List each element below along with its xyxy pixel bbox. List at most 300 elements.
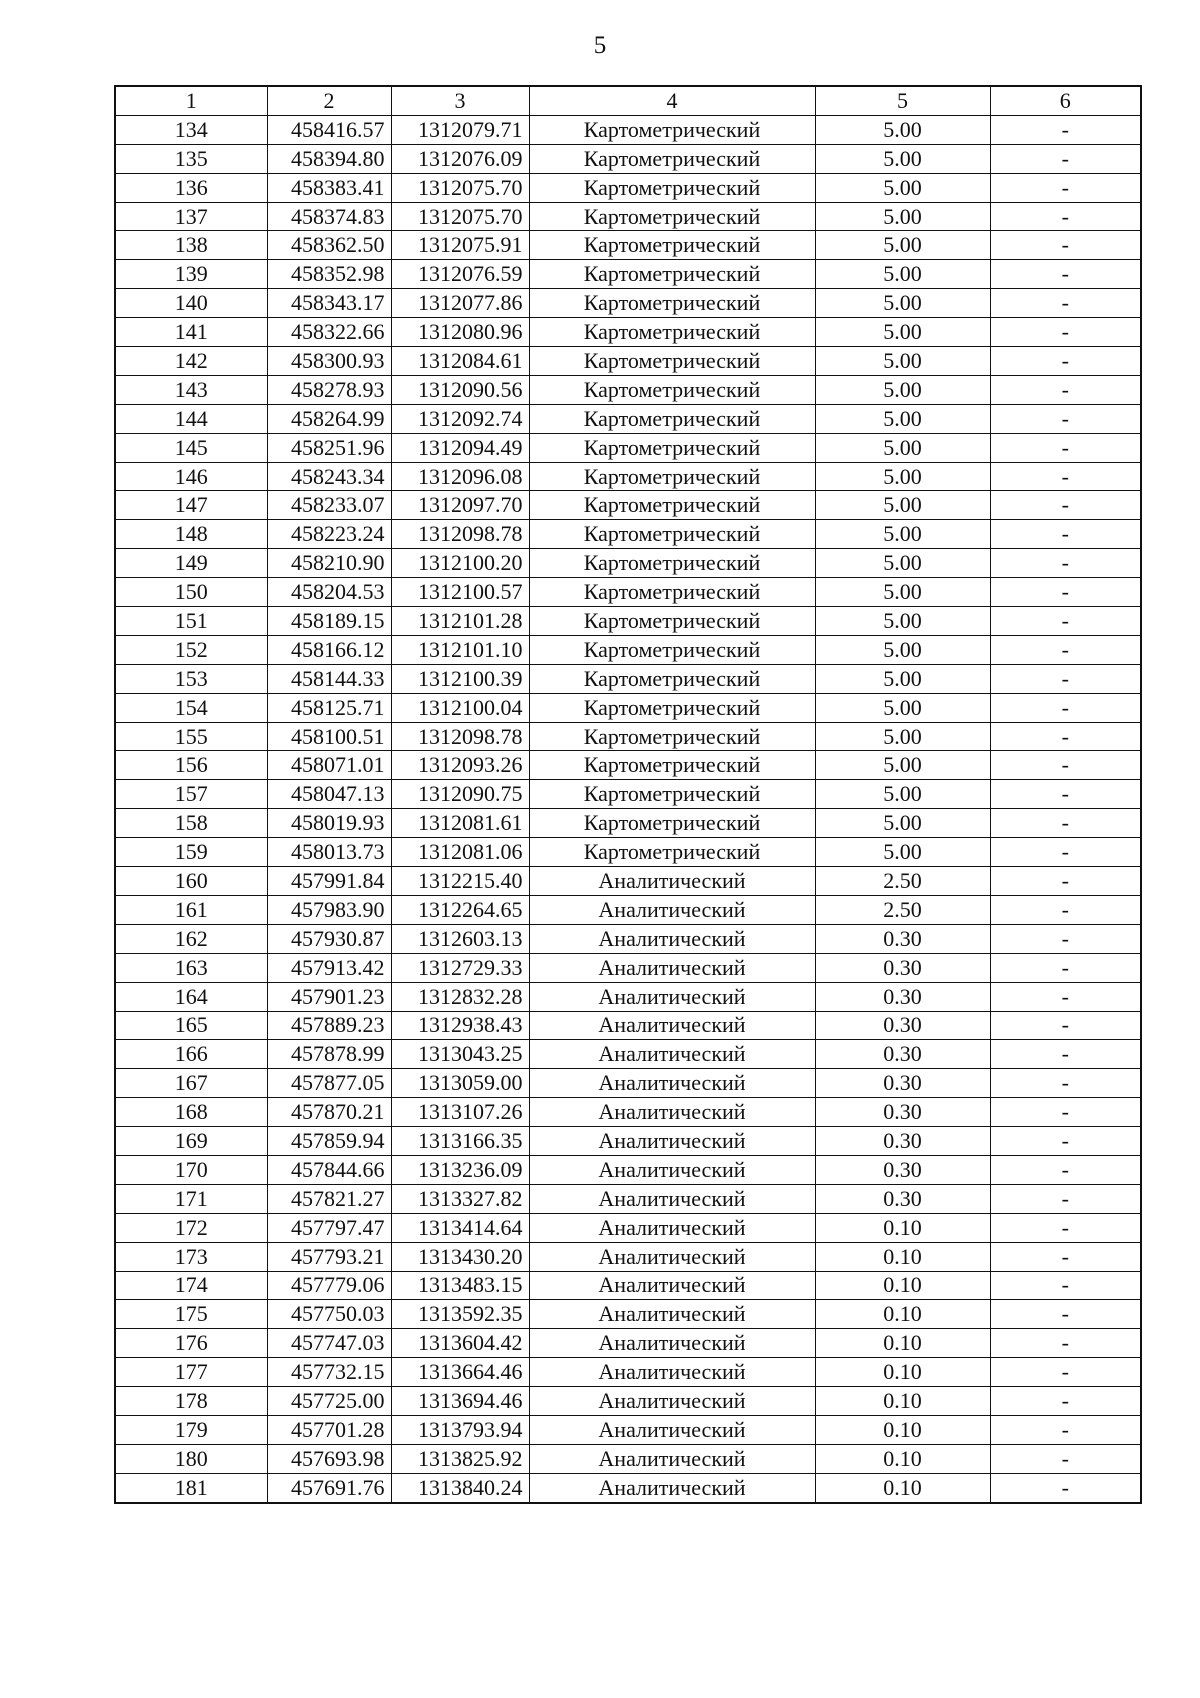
note-cell: - — [990, 1444, 1141, 1473]
table-row — [115, 607, 1141, 636]
note-cell: - — [990, 953, 1141, 982]
table-row — [115, 895, 1141, 924]
x-coordinate-cell: 458013.73 — [267, 838, 391, 867]
point-number-cell: 156 — [115, 751, 267, 780]
method-cell: Картометрический — [529, 173, 815, 202]
note-cell: - — [990, 1300, 1141, 1329]
x-coordinate-cell: 458383.41 — [267, 173, 391, 202]
accuracy-cell: 5.00 — [815, 289, 990, 318]
y-coordinate-cell: 1312090.56 — [391, 375, 529, 404]
y-coordinate-cell: 1312938.43 — [391, 1011, 529, 1040]
y-coordinate-cell: 1313043.25 — [391, 1040, 529, 1069]
method-cell: Картометрический — [529, 693, 815, 722]
table-row — [115, 202, 1141, 231]
point-number-cell: 140 — [115, 289, 267, 318]
point-number-cell: 145 — [115, 433, 267, 462]
x-coordinate-cell: 458100.51 — [267, 722, 391, 751]
method-cell: Аналитический — [529, 924, 815, 953]
note-cell: - — [990, 722, 1141, 751]
accuracy-cell: 5.00 — [815, 578, 990, 607]
y-coordinate-cell: 1312080.96 — [391, 318, 529, 347]
y-coordinate-cell: 1312097.70 — [391, 491, 529, 520]
note-cell: - — [990, 1127, 1141, 1156]
accuracy-cell: 5.00 — [815, 693, 990, 722]
y-coordinate-cell: 1313793.94 — [391, 1415, 529, 1444]
accuracy-cell: 0.10 — [815, 1329, 990, 1358]
accuracy-cell: 5.00 — [815, 809, 990, 838]
note-cell: - — [990, 1387, 1141, 1416]
accuracy-cell: 0.10 — [815, 1358, 990, 1387]
method-cell: Картометрический — [529, 375, 815, 404]
y-coordinate-cell: 1312094.49 — [391, 433, 529, 462]
x-coordinate-cell: 457750.03 — [267, 1300, 391, 1329]
x-coordinate-cell: 457691.76 — [267, 1473, 391, 1502]
y-coordinate-cell: 1312084.61 — [391, 347, 529, 376]
table-row — [115, 1242, 1141, 1271]
accuracy-cell: 5.00 — [815, 202, 990, 231]
x-coordinate-cell: 457877.05 — [267, 1069, 391, 1098]
method-cell: Аналитический — [529, 1444, 815, 1473]
table-body — [115, 115, 1141, 1502]
accuracy-cell: 0.10 — [815, 1444, 990, 1473]
point-number-cell: 141 — [115, 318, 267, 347]
point-number-cell: 149 — [115, 549, 267, 578]
x-coordinate-cell: 458352.98 — [267, 260, 391, 289]
table-row — [115, 115, 1141, 144]
table-row — [115, 924, 1141, 953]
y-coordinate-cell: 1313107.26 — [391, 1098, 529, 1127]
method-cell: Картометрический — [529, 231, 815, 260]
x-coordinate-cell: 457693.98 — [267, 1444, 391, 1473]
y-coordinate-cell: 1312075.70 — [391, 173, 529, 202]
table-row — [115, 462, 1141, 491]
method-cell: Картометрический — [529, 318, 815, 347]
table-row — [115, 144, 1141, 173]
accuracy-cell: 5.00 — [815, 115, 990, 144]
table-row — [115, 289, 1141, 318]
x-coordinate-cell: 458223.24 — [267, 520, 391, 549]
column-header: 1 — [115, 86, 267, 115]
point-number-cell: 150 — [115, 578, 267, 607]
note-cell: - — [990, 780, 1141, 809]
y-coordinate-cell: 1313604.42 — [391, 1329, 529, 1358]
y-coordinate-cell: 1312101.28 — [391, 607, 529, 636]
accuracy-cell: 5.00 — [815, 404, 990, 433]
y-coordinate-cell: 1313236.09 — [391, 1155, 529, 1184]
y-coordinate-cell: 1312729.33 — [391, 953, 529, 982]
note-cell: - — [990, 289, 1141, 318]
note-cell: - — [990, 809, 1141, 838]
x-coordinate-cell: 458047.13 — [267, 780, 391, 809]
point-number-cell: 179 — [115, 1415, 267, 1444]
accuracy-cell: 0.30 — [815, 1040, 990, 1069]
y-coordinate-cell: 1312832.28 — [391, 982, 529, 1011]
note-cell: - — [990, 347, 1141, 376]
table-row — [115, 173, 1141, 202]
accuracy-cell: 5.00 — [815, 635, 990, 664]
accuracy-cell: 0.10 — [815, 1473, 990, 1502]
point-number-cell: 137 — [115, 202, 267, 231]
note-cell: - — [990, 982, 1141, 1011]
note-cell: - — [990, 520, 1141, 549]
y-coordinate-cell: 1312100.39 — [391, 664, 529, 693]
x-coordinate-cell: 457701.28 — [267, 1415, 391, 1444]
table-row — [115, 809, 1141, 838]
note-cell: - — [990, 404, 1141, 433]
point-number-cell: 152 — [115, 635, 267, 664]
x-coordinate-cell: 458264.99 — [267, 404, 391, 433]
method-cell: Картометрический — [529, 115, 815, 144]
x-coordinate-cell: 457844.66 — [267, 1155, 391, 1184]
y-coordinate-cell: 1312092.74 — [391, 404, 529, 433]
note-cell: - — [990, 838, 1141, 867]
table-row — [115, 1011, 1141, 1040]
method-cell: Картометрический — [529, 780, 815, 809]
method-cell: Аналитический — [529, 1155, 815, 1184]
note-cell: - — [990, 491, 1141, 520]
method-cell: Картометрический — [529, 347, 815, 376]
point-number-cell: 167 — [115, 1069, 267, 1098]
y-coordinate-cell: 1313166.35 — [391, 1127, 529, 1156]
method-cell: Картометрический — [529, 549, 815, 578]
method-cell: Картометрический — [529, 607, 815, 636]
point-number-cell: 173 — [115, 1242, 267, 1271]
point-number-cell: 142 — [115, 347, 267, 376]
y-coordinate-cell: 1313414.64 — [391, 1213, 529, 1242]
y-coordinate-cell: 1313840.24 — [391, 1473, 529, 1502]
point-number-cell: 160 — [115, 867, 267, 896]
method-cell: Аналитический — [529, 1098, 815, 1127]
point-number-cell: 134 — [115, 115, 267, 144]
table-row — [115, 1271, 1141, 1300]
method-cell: Аналитический — [529, 1473, 815, 1502]
point-number-cell: 157 — [115, 780, 267, 809]
x-coordinate-cell: 458144.33 — [267, 664, 391, 693]
accuracy-cell: 0.30 — [815, 1155, 990, 1184]
point-number-cell: 170 — [115, 1155, 267, 1184]
x-coordinate-cell: 457725.00 — [267, 1387, 391, 1416]
accuracy-cell: 5.00 — [815, 462, 990, 491]
table-row — [115, 664, 1141, 693]
note-cell: - — [990, 895, 1141, 924]
accuracy-cell: 5.00 — [815, 433, 990, 462]
accuracy-cell: 5.00 — [815, 347, 990, 376]
x-coordinate-cell: 458394.80 — [267, 144, 391, 173]
accuracy-cell: 2.50 — [815, 867, 990, 896]
point-number-cell: 162 — [115, 924, 267, 953]
x-coordinate-cell: 458243.34 — [267, 462, 391, 491]
point-number-cell: 163 — [115, 953, 267, 982]
x-coordinate-cell: 458166.12 — [267, 635, 391, 664]
column-header: 3 — [391, 86, 529, 115]
note-cell: - — [990, 1069, 1141, 1098]
method-cell: Аналитический — [529, 1242, 815, 1271]
method-cell: Аналитический — [529, 1040, 815, 1069]
table-row — [115, 520, 1141, 549]
method-cell: Картометрический — [529, 578, 815, 607]
y-coordinate-cell: 1312100.57 — [391, 578, 529, 607]
table-row — [115, 838, 1141, 867]
method-cell: Картометрический — [529, 664, 815, 693]
method-cell: Картометрический — [529, 635, 815, 664]
method-cell: Аналитический — [529, 867, 815, 896]
table-row — [115, 982, 1141, 1011]
table-row — [115, 1098, 1141, 1127]
note-cell: - — [990, 549, 1141, 578]
table-row — [115, 1127, 1141, 1156]
table-row — [115, 347, 1141, 376]
point-number-cell: 166 — [115, 1040, 267, 1069]
point-number-cell: 135 — [115, 144, 267, 173]
method-cell: Аналитический — [529, 982, 815, 1011]
point-number-cell: 171 — [115, 1184, 267, 1213]
x-coordinate-cell: 458189.15 — [267, 607, 391, 636]
x-coordinate-cell: 457983.90 — [267, 895, 391, 924]
y-coordinate-cell: 1312081.06 — [391, 838, 529, 867]
y-coordinate-cell: 1313430.20 — [391, 1242, 529, 1271]
y-coordinate-cell: 1313592.35 — [391, 1300, 529, 1329]
point-number-cell: 153 — [115, 664, 267, 693]
accuracy-cell: 0.10 — [815, 1300, 990, 1329]
accuracy-cell: 0.30 — [815, 1127, 990, 1156]
method-cell: Аналитический — [529, 1329, 815, 1358]
point-number-cell: 139 — [115, 260, 267, 289]
table-row — [115, 751, 1141, 780]
note-cell: - — [990, 260, 1141, 289]
point-number-cell: 148 — [115, 520, 267, 549]
table-row — [115, 953, 1141, 982]
method-cell: Картометрический — [529, 809, 815, 838]
method-cell: Аналитический — [529, 1127, 815, 1156]
table-row — [115, 1444, 1141, 1473]
note-cell: - — [990, 375, 1141, 404]
x-coordinate-cell: 458322.66 — [267, 318, 391, 347]
point-number-cell: 143 — [115, 375, 267, 404]
x-coordinate-cell: 457889.23 — [267, 1011, 391, 1040]
method-cell: Картометрический — [529, 751, 815, 780]
table-row — [115, 1358, 1141, 1387]
note-cell: - — [990, 867, 1141, 896]
table-row — [115, 404, 1141, 433]
y-coordinate-cell: 1313483.15 — [391, 1271, 529, 1300]
note-cell: - — [990, 751, 1141, 780]
accuracy-cell: 5.00 — [815, 173, 990, 202]
accuracy-cell: 5.00 — [815, 260, 990, 289]
y-coordinate-cell: 1312077.86 — [391, 289, 529, 318]
note-cell: - — [990, 1473, 1141, 1502]
x-coordinate-cell: 457878.99 — [267, 1040, 391, 1069]
accuracy-cell: 0.10 — [815, 1213, 990, 1242]
y-coordinate-cell: 1312264.65 — [391, 895, 529, 924]
x-coordinate-cell: 457991.84 — [267, 867, 391, 896]
y-coordinate-cell: 1312081.61 — [391, 809, 529, 838]
accuracy-cell: 0.30 — [815, 1184, 990, 1213]
x-coordinate-cell: 457870.21 — [267, 1098, 391, 1127]
method-cell: Аналитический — [529, 1415, 815, 1444]
x-coordinate-cell: 457793.21 — [267, 1242, 391, 1271]
x-coordinate-cell: 457901.23 — [267, 982, 391, 1011]
note-cell: - — [990, 144, 1141, 173]
accuracy-cell: 0.30 — [815, 1011, 990, 1040]
accuracy-cell: 0.10 — [815, 1387, 990, 1416]
note-cell: - — [990, 1155, 1141, 1184]
point-number-cell: 164 — [115, 982, 267, 1011]
accuracy-cell: 2.50 — [815, 895, 990, 924]
note-cell: - — [990, 115, 1141, 144]
note-cell: - — [990, 1415, 1141, 1444]
point-number-cell: 136 — [115, 173, 267, 202]
table-row — [115, 375, 1141, 404]
accuracy-cell: 0.30 — [815, 982, 990, 1011]
accuracy-cell: 5.00 — [815, 607, 990, 636]
x-coordinate-cell: 458416.57 — [267, 115, 391, 144]
accuracy-cell: 5.00 — [815, 751, 990, 780]
x-coordinate-cell: 457821.27 — [267, 1184, 391, 1213]
note-cell: - — [990, 693, 1141, 722]
method-cell: Аналитический — [529, 1271, 815, 1300]
accuracy-cell: 5.00 — [815, 722, 990, 751]
y-coordinate-cell: 1312075.70 — [391, 202, 529, 231]
column-header: 6 — [990, 86, 1141, 115]
method-cell: Картометрический — [529, 404, 815, 433]
table-row — [115, 1473, 1141, 1502]
table-row — [115, 1184, 1141, 1213]
method-cell: Картометрический — [529, 144, 815, 173]
accuracy-cell: 0.30 — [815, 924, 990, 953]
x-coordinate-cell: 458204.53 — [267, 578, 391, 607]
note-cell: - — [990, 607, 1141, 636]
method-cell: Картометрический — [529, 289, 815, 318]
y-coordinate-cell: 1312096.08 — [391, 462, 529, 491]
table-row — [115, 722, 1141, 751]
point-number-cell: 161 — [115, 895, 267, 924]
point-number-cell: 176 — [115, 1329, 267, 1358]
note-cell: - — [990, 462, 1141, 491]
table-row — [115, 780, 1141, 809]
method-cell: Картометрический — [529, 722, 815, 751]
accuracy-cell: 5.00 — [815, 144, 990, 173]
table-row — [115, 231, 1141, 260]
point-number-cell: 147 — [115, 491, 267, 520]
point-number-cell: 158 — [115, 809, 267, 838]
y-coordinate-cell: 1313327.82 — [391, 1184, 529, 1213]
accuracy-cell: 0.30 — [815, 953, 990, 982]
point-number-cell: 174 — [115, 1271, 267, 1300]
method-cell: Картометрический — [529, 260, 815, 289]
note-cell: - — [990, 231, 1141, 260]
table-row — [115, 1040, 1141, 1069]
point-number-cell: 155 — [115, 722, 267, 751]
accuracy-cell: 5.00 — [815, 838, 990, 867]
y-coordinate-cell: 1313825.92 — [391, 1444, 529, 1473]
table-row — [115, 491, 1141, 520]
method-cell: Аналитический — [529, 1300, 815, 1329]
table-row — [115, 1213, 1141, 1242]
y-coordinate-cell: 1312076.59 — [391, 260, 529, 289]
point-number-cell: 138 — [115, 231, 267, 260]
x-coordinate-cell: 458233.07 — [267, 491, 391, 520]
method-cell: Картометрический — [529, 433, 815, 462]
column-header: 5 — [815, 86, 990, 115]
y-coordinate-cell: 1312215.40 — [391, 867, 529, 896]
x-coordinate-cell: 458071.01 — [267, 751, 391, 780]
table-row — [115, 318, 1141, 347]
accuracy-cell: 5.00 — [815, 375, 990, 404]
table-row — [115, 867, 1141, 896]
y-coordinate-cell: 1312603.13 — [391, 924, 529, 953]
table-row — [115, 549, 1141, 578]
table-row — [115, 1155, 1141, 1184]
column-header: 4 — [529, 86, 815, 115]
accuracy-cell: 5.00 — [815, 520, 990, 549]
y-coordinate-cell: 1312098.78 — [391, 520, 529, 549]
y-coordinate-cell: 1313694.46 — [391, 1387, 529, 1416]
note-cell: - — [990, 1213, 1141, 1242]
table-header-row — [115, 86, 1141, 115]
note-cell: - — [990, 173, 1141, 202]
point-number-cell: 144 — [115, 404, 267, 433]
table-row — [115, 260, 1141, 289]
point-number-cell: 165 — [115, 1011, 267, 1040]
method-cell: Аналитический — [529, 1213, 815, 1242]
coordinates-table — [114, 85, 1142, 1504]
point-number-cell: 175 — [115, 1300, 267, 1329]
page-number: 5 — [593, 32, 607, 59]
accuracy-cell: 0.30 — [815, 1069, 990, 1098]
note-cell: - — [990, 578, 1141, 607]
x-coordinate-cell: 457913.42 — [267, 953, 391, 982]
table-row — [115, 1069, 1141, 1098]
note-cell: - — [990, 664, 1141, 693]
method-cell: Аналитический — [529, 1184, 815, 1213]
method-cell: Аналитический — [529, 1358, 815, 1387]
y-coordinate-cell: 1312090.75 — [391, 780, 529, 809]
point-number-cell: 172 — [115, 1213, 267, 1242]
method-cell: Аналитический — [529, 1011, 815, 1040]
x-coordinate-cell: 457859.94 — [267, 1127, 391, 1156]
point-number-cell: 178 — [115, 1387, 267, 1416]
x-coordinate-cell: 457797.47 — [267, 1213, 391, 1242]
accuracy-cell: 5.00 — [815, 780, 990, 809]
note-cell: - — [990, 1271, 1141, 1300]
y-coordinate-cell: 1312100.20 — [391, 549, 529, 578]
accuracy-cell: 5.00 — [815, 231, 990, 260]
accuracy-cell: 5.00 — [815, 664, 990, 693]
note-cell: - — [990, 202, 1141, 231]
method-cell: Аналитический — [529, 1387, 815, 1416]
accuracy-cell: 0.10 — [815, 1271, 990, 1300]
accuracy-cell: 0.10 — [815, 1242, 990, 1271]
table-row — [115, 693, 1141, 722]
x-coordinate-cell: 458278.93 — [267, 375, 391, 404]
method-cell: Картометрический — [529, 202, 815, 231]
note-cell: - — [990, 1011, 1141, 1040]
note-cell: - — [990, 1098, 1141, 1127]
x-coordinate-cell: 458300.93 — [267, 347, 391, 376]
note-cell: - — [990, 1242, 1141, 1271]
x-coordinate-cell: 458343.17 — [267, 289, 391, 318]
y-coordinate-cell: 1312100.04 — [391, 693, 529, 722]
point-number-cell: 181 — [115, 1473, 267, 1502]
y-coordinate-cell: 1312098.78 — [391, 722, 529, 751]
table-row — [115, 578, 1141, 607]
accuracy-cell: 5.00 — [815, 318, 990, 347]
table-row — [115, 1329, 1141, 1358]
point-number-cell: 154 — [115, 693, 267, 722]
y-coordinate-cell: 1313664.46 — [391, 1358, 529, 1387]
y-coordinate-cell: 1312075.91 — [391, 231, 529, 260]
column-header: 2 — [267, 86, 391, 115]
